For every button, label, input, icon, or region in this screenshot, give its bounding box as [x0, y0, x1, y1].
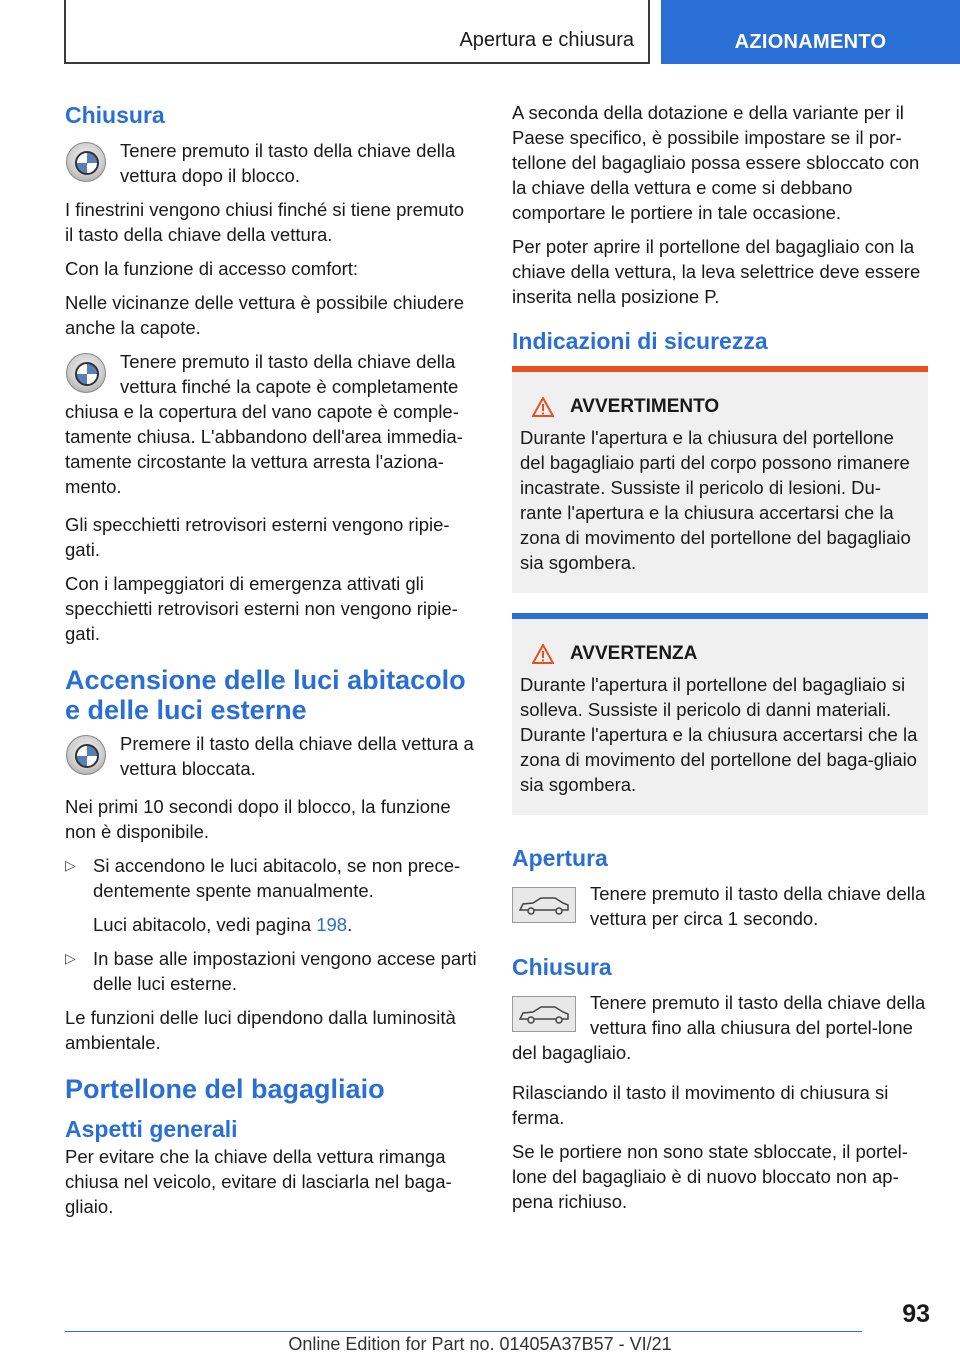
footer-edition: Online Edition for Part no. 01405A37B57 - VI/21 — [288, 1334, 672, 1354]
bullet-text: Si accendono le luci abitacolo, se non prece-dentemente spente manualmente. — [93, 855, 461, 901]
header-rule-left — [64, 0, 66, 64]
paragraph: Nelle vicinanze delle vettura è possibile chiudere anche la capote. — [65, 292, 465, 338]
header-chapter-tab: AZIONAMENTO — [661, 0, 960, 64]
bullet-text: In base alle impostazioni vengono accese parti delle luci esterne. — [93, 948, 477, 994]
bmw-key-icon — [66, 353, 106, 393]
bullet-triangle-icon: ▷ — [65, 857, 76, 873]
key-instruction-1 — [65, 138, 477, 197]
warning-text: Durante l'apertura e la chiusura del portellone del bagagliaio parti del corpo possono rimanere incastrate. Sussiste il pericolo di lesioni. Du-rante l'apertura e la chiusura accertarsi che la zona di movimento del portellone del bagagliaio sia sgombera. — [520, 427, 911, 573]
paragraph: I finestrini vengono chiusi finché si tiene premuto il tasto della chiave della vettura. — [65, 199, 464, 245]
bullet-subtext: Luci abitacolo, vedi pagina 198. — [93, 914, 353, 935]
notice-title: AVVERTENZA — [520, 641, 920, 666]
trunk-instruction-text: Tenere premuto il tasto della chiave della vettura fino alla chiusura del portel-lone del bagagliaio. — [512, 992, 926, 1063]
warning-title: AVVERTIMENTO — [520, 394, 920, 419]
key-instruction-text: Tenere premuto il tasto della chiave della vettura dopo il blocco. — [120, 140, 456, 186]
warning-triangle-icon — [532, 397, 554, 417]
paragraph: Le funzioni delle luci dipendono dalla luminosità ambientale. — [65, 1007, 456, 1053]
trunk-instruction-close — [512, 990, 928, 1074]
page-header — [0, 0, 960, 66]
heading-indicazioni-sicurezza: Indicazioni di sicurezza — [512, 328, 768, 354]
right-column — [512, 100, 928, 1223]
paragraph: Gli specchietti retrovisori esterni vengono ripie-gati. — [65, 514, 450, 560]
key-instruction-text: Tenere premuto il tasto della chiave della vettura finché la capote è completamente chiusa e la copertura del vano capote è comple-tamente chiusa. L'abbandono dell'area immedia-tamente circostante la vettura arresta l'aziona-mento. — [65, 351, 463, 497]
list-item — [65, 946, 477, 996]
paragraph: Per evitare che la chiave della vettura rimanga chiusa nel veicolo, evitare di lasciarla nel baga-gliaio. — [65, 1146, 452, 1217]
paragraph: Per poter aprire il portellone del bagagliaio con la chiave della vettura, la leva selettrice deve essere inserita nella posizione P. — [512, 236, 921, 307]
list-item — [65, 853, 477, 937]
header-section-title: Apertura e chiusura — [459, 29, 634, 51]
key-instruction-2 — [65, 349, 477, 508]
paragraph: Se le portiere non sono state sbloccate, il portel-lone del bagagliaio è di nuovo bloccato non ap-pena richiuso. — [512, 1141, 908, 1212]
bullet-triangle-icon: ▷ — [65, 950, 76, 966]
car-trunk-icon — [512, 996, 576, 1032]
paragraph: Rilasciando il tasto il movimento di chiusura si ferma. — [512, 1082, 889, 1128]
heading-aspetti-generali: Aspetti generali — [65, 1116, 238, 1142]
paragraph: Con i lampeggiatori di emergenza attivati gli specchietti retrovisori esterni non vengono ripie-gati. — [65, 573, 458, 644]
paragraph: Con la funzione di accesso comfort: — [65, 258, 359, 279]
key-instruction-3 — [65, 731, 477, 790]
header-rule-right — [648, 0, 650, 64]
paragraph: A seconda della dotazione e della variante per il Paese specifico, è possibile impostare se il por-tellone del bagagliaio possa essere sbloccato con la chiave della vettura e come si debbano comportare le portiere in tale occasione. — [512, 102, 920, 223]
page-number: 93 — [902, 1300, 930, 1328]
footer-rule — [65, 1331, 862, 1332]
key-instruction-text: Premere il tasto della chiave della vettura a vettura bloccata. — [120, 733, 474, 779]
trunk-instruction-text: Tenere premuto il tasto della chiave della vettura per circa 1 secondo. — [590, 883, 926, 929]
page-link-198[interactable]: 198 — [316, 914, 348, 935]
heading-apertura: Apertura — [512, 845, 608, 871]
heading-chiusura-portellone: Chiusura — [512, 954, 612, 980]
bmw-key-icon — [66, 735, 106, 775]
notice-box — [512, 613, 928, 815]
header-rule-bottom — [64, 62, 650, 64]
warning-box — [512, 366, 928, 593]
heading-chiusura: Chiusura — [65, 102, 165, 128]
left-column — [65, 100, 477, 1228]
heading-portellone: Portellone del bagagliaio — [65, 1074, 385, 1104]
bmw-key-icon — [66, 142, 106, 182]
paragraph: Nei primi 10 secondi dopo il blocco, la funzione non è disponibile. — [65, 796, 451, 842]
warning-triangle-icon — [532, 644, 554, 664]
trunk-instruction-open — [512, 881, 928, 940]
heading-accensione-luci: Accensione delle luci abitacolo e delle luci esterne — [65, 665, 466, 725]
notice-text: Durante l'apertura il portellone del bagagliaio si solleva. Sussiste il pericolo di danni materiali. Durante l'apertura e la chiusura accertarsi che la zona di movimento del portellone del baga-gliaio sia sgombera. — [520, 674, 918, 795]
car-trunk-icon — [512, 887, 576, 923]
